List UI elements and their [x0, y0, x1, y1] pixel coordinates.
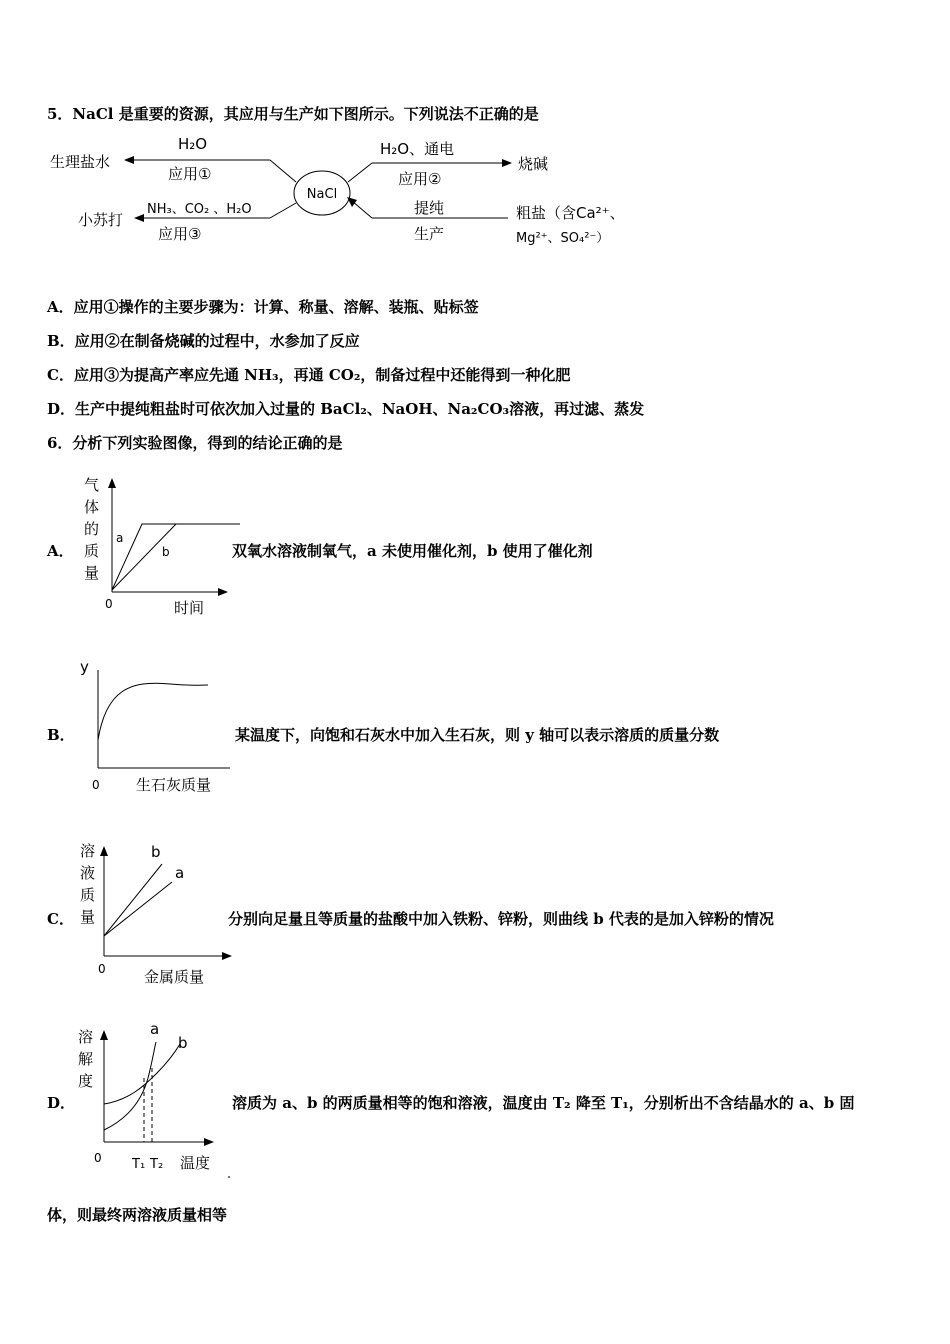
graph-a: [70, 470, 240, 620]
svg-text:液: 液: [80, 864, 96, 882]
curve-b: [104, 1044, 180, 1104]
right-top-target: 烧碱: [518, 155, 549, 173]
left-bottom-below: 应用③: [158, 225, 202, 243]
origin-label: 0: [92, 778, 100, 792]
q6-a-letter: A．: [47, 542, 74, 560]
right-bottom-below: 生产: [414, 225, 445, 243]
arrowhead: [124, 156, 134, 164]
curve-b-label: b: [162, 545, 170, 559]
q6-d-text-cont: 体，则最终两溶液质量相等: [47, 1206, 228, 1224]
svg-text:溶: 溶: [80, 842, 96, 860]
left-bottom-target: 小苏打: [78, 211, 124, 229]
y-axis-label: y: [80, 658, 89, 676]
left-top-target: 生理盐水: [50, 153, 111, 171]
curve-a: [104, 1042, 156, 1130]
origin-label: 0: [98, 962, 106, 976]
arrowhead: [134, 214, 144, 222]
right-bottom-source-2: Mg²⁺、SO₄²⁻）: [516, 231, 610, 246]
stray-dot: [228, 1176, 230, 1178]
q6-d-letter: D．: [47, 1094, 76, 1112]
curve-y: [98, 683, 208, 740]
right-bottom-source-1: 粗盐（含Ca²⁺、: [516, 204, 625, 222]
q6-stem: 6．分析下列实验图像，得到的结论正确的是: [47, 434, 343, 452]
curve-a: [104, 882, 172, 936]
left-top-above: H₂O: [178, 135, 208, 153]
curve-b-label: b: [178, 1034, 188, 1052]
right-top-below: 应用②: [398, 170, 442, 188]
x-axis-label: 时间: [174, 599, 205, 617]
q6-d-text: 溶质为 a、b 的两质量相等的饱和溶液，温度由 T₂ 降至 T₁，分别析出不含结晶水的 a、b 固: [232, 1094, 855, 1112]
svg-text:质: 质: [80, 886, 96, 904]
q5-option-d: D．生产中提纯粗盐时可依次加入过量的 BaCl₂、NaOH、Na₂CO₃溶液，再过滤、蒸发: [47, 400, 645, 418]
left-bottom-above: NH₃、CO₂ 、H₂O: [147, 202, 252, 217]
nacl-flow-diagram: [0, 130, 950, 250]
svg-text:解: 解: [78, 1050, 94, 1068]
svg-text:量: 量: [84, 564, 100, 582]
q5-option-c: C．应用③为提高产率应先通 NH₃，再通 CO₂，制备过程中还能得到一种化肥: [47, 366, 571, 384]
t2-label: T₂: [150, 1157, 164, 1172]
graph-c: [74, 838, 244, 988]
graph-d: [74, 1018, 244, 1178]
arrowhead: [502, 159, 512, 167]
curve-a-label: a: [116, 531, 124, 545]
right-top-above: H₂O、通电: [380, 140, 455, 158]
curve-a: [112, 524, 240, 590]
q5-option-b: B．应用②在制备烧碱的过程中，水参加了反应: [47, 332, 360, 350]
curve-b: [104, 864, 162, 936]
q6-b-text: 某温度下，向饱和石灰水中加入生石灰，则 y 轴可以表示溶质的质量分数: [235, 726, 720, 744]
svg-text:的: 的: [84, 520, 100, 538]
graph-b: [70, 650, 250, 800]
q6-c-text: 分别向足量且等质量的盐酸中加入铁粉、锌粉，则曲线 b 代表的是加入锌粉的情况: [228, 910, 774, 928]
svg-text:溶: 溶: [78, 1028, 94, 1046]
svg-text:量: 量: [80, 908, 96, 926]
right-bottom-above: 提纯: [414, 199, 445, 217]
q5-stem: 5．NaCl 是重要的资源，其应用与生产如下图所示。下列说法不正确的是: [47, 105, 539, 123]
q6-a-text: 双氧水溶液制氧气，a 未使用催化剂，b 使用了催化剂: [232, 542, 593, 560]
t1-label: T₁: [132, 1157, 146, 1172]
nacl-center-label: NaCl: [306, 187, 338, 202]
curve-a-label: a: [150, 1020, 160, 1038]
q5-option-a: A．应用①操作的主要步骤为：计算、称量、溶解、装瓶、贴标签: [47, 298, 479, 316]
origin-label: 0: [105, 597, 113, 611]
x-axis-label: 温度: [180, 1154, 211, 1172]
svg-text:度: 度: [78, 1072, 94, 1090]
origin-label: 0: [94, 1151, 102, 1165]
q6-b-letter: B．: [47, 726, 75, 744]
curve-b-label: b: [151, 843, 161, 861]
curve-a-label: a: [175, 864, 185, 882]
svg-text:体: 体: [84, 498, 100, 516]
svg-text:质: 质: [84, 542, 100, 560]
x-axis-label: 金属质量: [144, 968, 205, 986]
left-top-below: 应用①: [168, 165, 212, 183]
arrowhead: [347, 197, 357, 207]
svg-text:气: 气: [84, 476, 100, 494]
q6-c-letter: C．: [47, 910, 74, 928]
x-axis-label: 生石灰质量: [136, 776, 212, 794]
